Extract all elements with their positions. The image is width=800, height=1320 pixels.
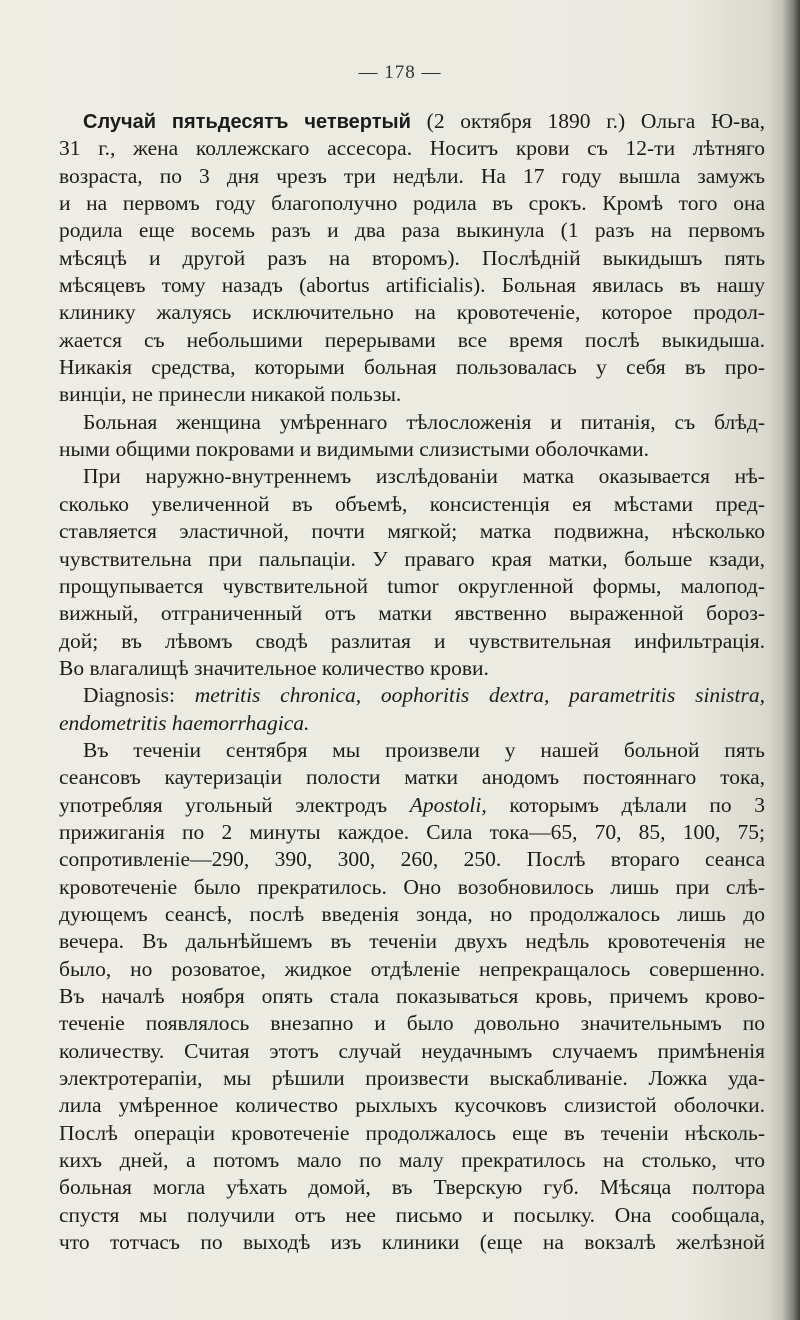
- text-line: прижиганiя по 2 минуты каждое. Сила тока—65, 70, 85, 100, 75;: [59, 819, 765, 844]
- text-line: мѣсяцевъ тому назадъ (abortus artificialis). Больная явилась въ нашу: [59, 273, 765, 298]
- text-line: винцiи, не принесли никакой пользы.: [59, 382, 402, 407]
- text-line: возраста, по 3 дня чрезъ три недѣли. На 17 году вышла замужъ: [59, 163, 765, 188]
- text-line: спустя мы получили отъ нее письмо и посылку. Она сообщала,: [59, 1202, 765, 1227]
- page-number: — 178 —: [358, 62, 442, 83]
- text-line: Больная женщина умѣреннаго тѣлосложенiя и питанiя, съ блѣд-: [83, 409, 765, 434]
- text-line: лила умѣренное количество рыхлыхъ кусочковъ слизистой оболочки.: [59, 1093, 765, 1118]
- text-line: и на первомъ году благополучно родила въ срокъ. Кромѣ того она: [59, 191, 765, 216]
- text-line: вечера. Въ дальнѣйшемъ въ теченiи двухъ недѣль кровотеченiя не: [59, 929, 765, 954]
- text-line: дой; въ лѣвомъ сводѣ разлитая и чувствительная инфильтрацiя.: [59, 628, 765, 653]
- text-line: что тотчасъ по выходѣ изъ клиники (еще на вокзалѣ желѣзной: [59, 1230, 765, 1255]
- text-line: вижный, отграниченный отъ матки явственно выраженной бороз-: [59, 601, 765, 626]
- case-heading: Случай пятьдесятъ четвертый: [83, 111, 411, 133]
- text-line: сколько увеличенной въ объемѣ, консистенцiя ея мѣстами пред-: [59, 491, 765, 516]
- text-line: Въ началѣ ноября опять стала показываться кровь, причемъ крово-: [59, 984, 765, 1008]
- text-line: ставляется эластичной, почти мягкой; матка подвижна, нѣсколько: [59, 519, 765, 544]
- text-line: количеству. Считая этотъ случай неудачнымъ случаемъ примѣненiя: [59, 1038, 765, 1063]
- text-line: прощупывается чувствительной tumor округленной формы, малопод-: [59, 573, 765, 598]
- text-line: При наружно-внутреннемъ изслѣдованiи матка оказывается нѣ-: [83, 464, 765, 489]
- text-line: сеансовъ каутеризацiи полости матки анодомъ постояннаго тока,: [59, 765, 765, 790]
- text-line: Послѣ операцiи кровотеченiе продолжалось еще въ теченiи нѣсколь-: [59, 1120, 765, 1145]
- text-line: сопротивленiе—290, 390, 300, 260, 250. Послѣ втораго сеанса: [59, 847, 765, 872]
- text-line: чувствительна при пальпацiи. У праваго края матки, больше кзади,: [59, 546, 765, 571]
- text-line: родила еще восемь разъ и два раза выкинула (1 разъ на первомъ: [59, 218, 765, 243]
- text-line: кровотеченiе было прекратилось. Оно возобновилось лишь при слѣ-: [59, 874, 765, 899]
- body-text: [59, 108, 765, 1256]
- text-line: жается съ небольшими перерывами все время послѣ выкидыша.: [59, 327, 765, 352]
- text-line: электротерапiи, мы рѣшили произвести выскабливанiе. Ложка уда-: [59, 1066, 765, 1091]
- text-line: Случай пятьдесятъ четвертый (2 октября 1890 г.) Ольга Ю-ва,: [83, 109, 765, 133]
- text-line: было, но розоватое, жидкое отдѣленiе непрекращалось совершенно.: [59, 956, 765, 981]
- text-line: больная могла уѣхать домой, въ Тверскую губ. Мѣсяца полтора: [59, 1175, 765, 1200]
- text-line: клинику жалуясь исключительно на кровотеченiе, которое продол-: [59, 300, 765, 325]
- page-edge-shadow: [782, 0, 800, 1320]
- text-line: ными общими покровами и видимыми слизистыми оболочками.: [59, 437, 649, 462]
- diagnosis-line: Diagnosis: metritis chronica, oophoritis dextra, parametritis sinistra,: [83, 683, 765, 708]
- text-line: теченiе появлялось внезапно и было довольно значительнымъ по: [59, 1011, 765, 1036]
- text-line: 31 г., жена коллежскаго ассесора. Носитъ крови съ 12-ти лѣтняго: [59, 136, 765, 161]
- diagnosis-line: endometritis haemorrhagica.: [59, 710, 310, 735]
- text-line: Въ теченiи сентября мы произвели у нашей больной пять: [83, 737, 765, 762]
- text-line: Во влагалищѣ значительное количество крови.: [59, 655, 489, 680]
- text-line: дующемъ сеансѣ, послѣ введенiя зонда, но продолжалось лишь до: [59, 901, 765, 926]
- text-line: Никакiя средства, которыми больная пользовалась у себя въ про-: [59, 355, 765, 380]
- text-line: кихъ дней, а потомъ мало по малу прекратилось на столько, что: [59, 1148, 765, 1173]
- text-line: употребляя угольный электродъ Apostoli, которымъ дѣлали по 3: [59, 792, 765, 817]
- text-line: мѣсяцѣ и другой разъ на второмъ). Послѣднiй выкидышъ пять: [59, 245, 765, 270]
